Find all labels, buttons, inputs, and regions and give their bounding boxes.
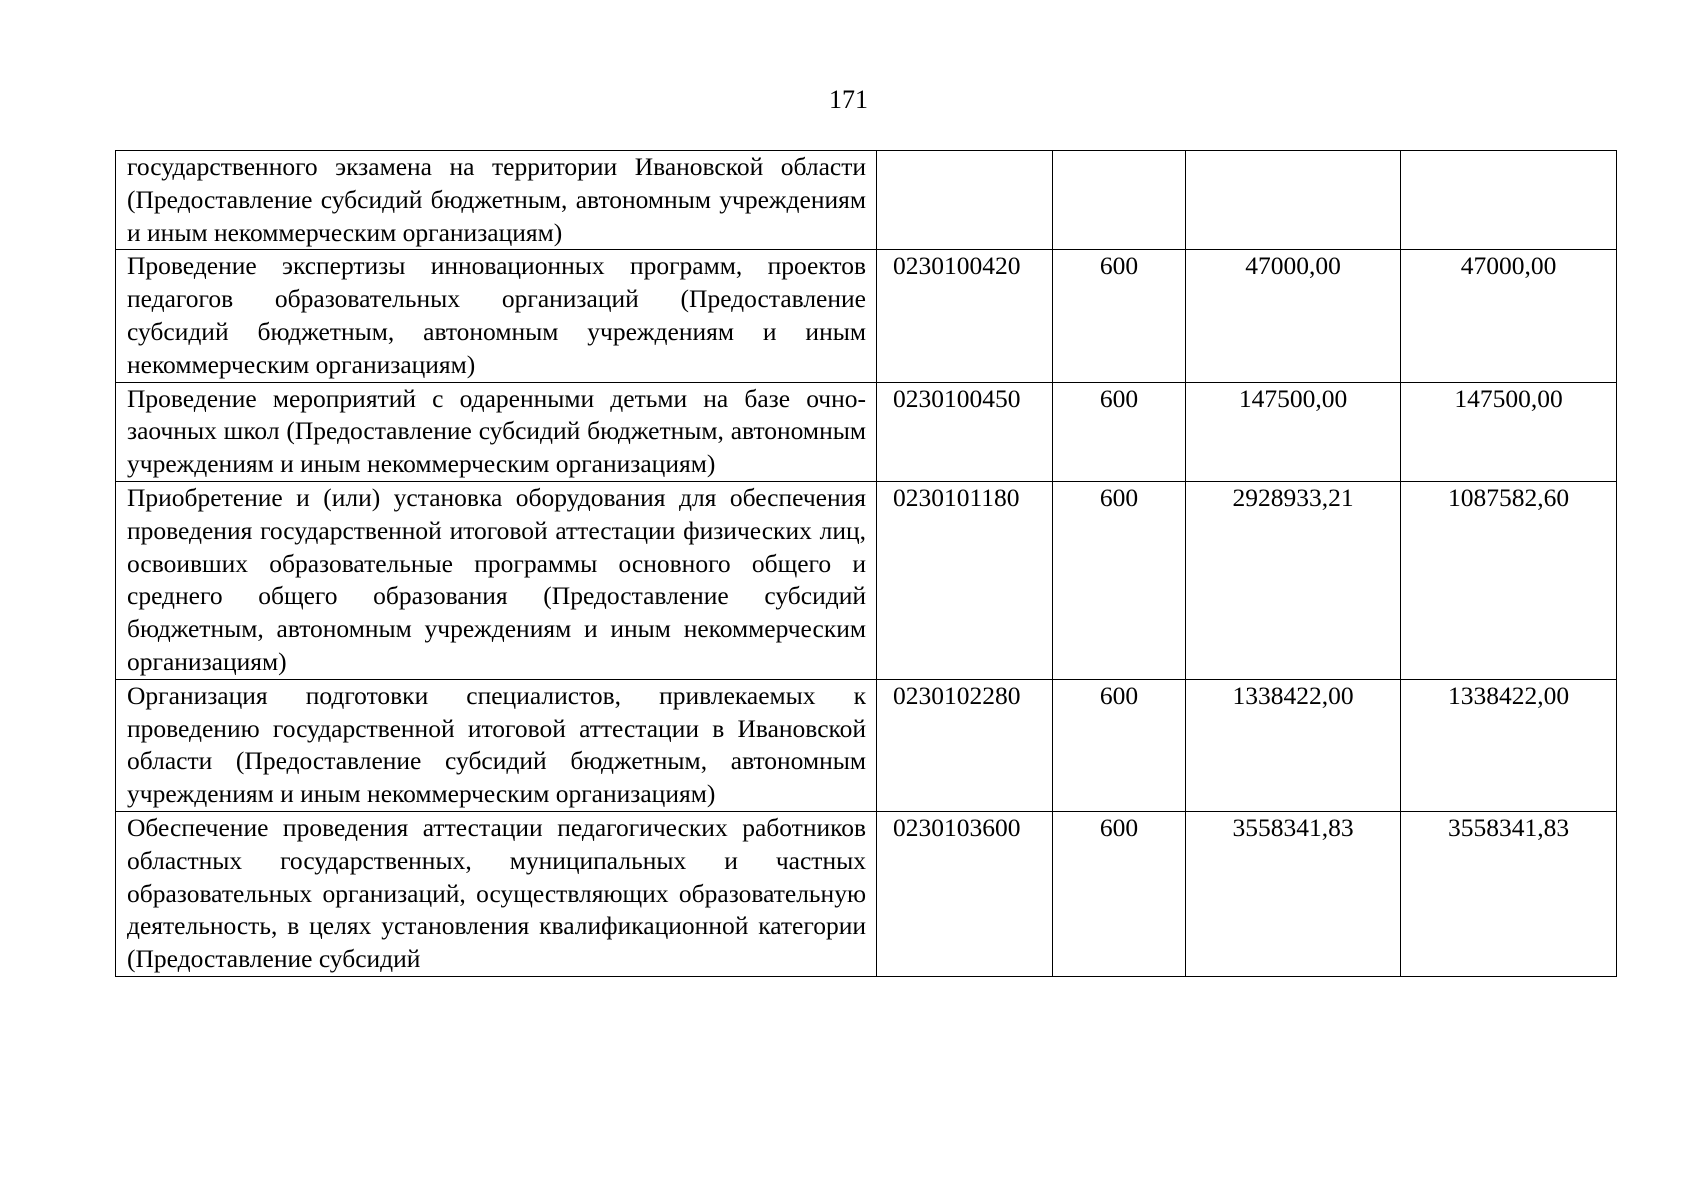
table-row <box>116 679 1617 811</box>
row-sum-first-year: 147500,00 <box>1186 382 1401 481</box>
table-row <box>116 382 1617 481</box>
row-code: 0230102280 <box>877 679 1053 811</box>
table-row <box>116 250 1617 382</box>
row-sum-first-year: 1338422,00 <box>1186 679 1401 811</box>
row-sum-second-year <box>1401 151 1617 250</box>
row-description: Проведение экспертизы инновационных программ, проектов педагогов образовательных организаций (Предоставление субсидий бюджетным, автономным учреждениям и иным некоммерческим организациям) <box>116 250 877 382</box>
row-description: Проведение мероприятий с одаренными детьми на базе очно-заочных школ (Предоставление субсидий бюджетным, автономным учреждениям и иным некоммерческим организациям) <box>116 382 877 481</box>
row-expense-type: 600 <box>1053 679 1186 811</box>
row-code: 0230100420 <box>877 250 1053 382</box>
row-expense-type <box>1053 151 1186 250</box>
row-sum-first-year: 47000,00 <box>1186 250 1401 382</box>
row-description: Обеспечение проведения аттестации педагогических работников областных государственных, муниципальных и частных образовательных организаций, осуществляющих образовательную деятельность, в целях установления квалификационной категории (Предоставление субсидий <box>116 811 877 976</box>
row-expense-type: 600 <box>1053 811 1186 976</box>
row-sum-second-year: 1338422,00 <box>1401 679 1617 811</box>
table-row <box>116 151 1617 250</box>
row-code: 0230101180 <box>877 481 1053 679</box>
row-expense-type: 600 <box>1053 382 1186 481</box>
row-sum-first-year <box>1186 151 1401 250</box>
row-expense-type: 600 <box>1053 250 1186 382</box>
row-expense-type: 600 <box>1053 481 1186 679</box>
row-code: 0230103600 <box>877 811 1053 976</box>
row-description: Приобретение и (или) установка оборудования для обеспечения проведения государственной итоговой аттестации физических лиц, освоивших образовательные программы основного общего и среднего общего образования (Предоставление субсидий бюджетным, автономным учреждениям и иным некоммерческим организациям) <box>116 481 877 679</box>
row-code: 0230100450 <box>877 382 1053 481</box>
row-sum-second-year: 47000,00 <box>1401 250 1617 382</box>
page-number: 171 <box>829 85 868 114</box>
table-row <box>116 811 1617 976</box>
row-sum-first-year: 2928933,21 <box>1186 481 1401 679</box>
table-row <box>116 481 1617 679</box>
row-sum-first-year: 3558341,83 <box>1186 811 1401 976</box>
row-sum-second-year: 1087582,60 <box>1401 481 1617 679</box>
row-description: Организация подготовки специалистов, привлекаемых к проведению государственной итоговой аттестации в Ивановской области (Предоставление субсидий бюджетным, автономным учреждениям и иным некоммерческим организациям) <box>116 679 877 811</box>
row-sum-second-year: 147500,00 <box>1401 382 1617 481</box>
row-sum-second-year: 3558341,83 <box>1401 811 1617 976</box>
row-code <box>877 151 1053 250</box>
budget-table <box>115 150 1617 977</box>
row-description: государственного экзамена на территории Ивановской области (Предоставление субсидий бюджетным, автономным учреждениям и иным некоммерческим организациям) <box>116 151 877 250</box>
